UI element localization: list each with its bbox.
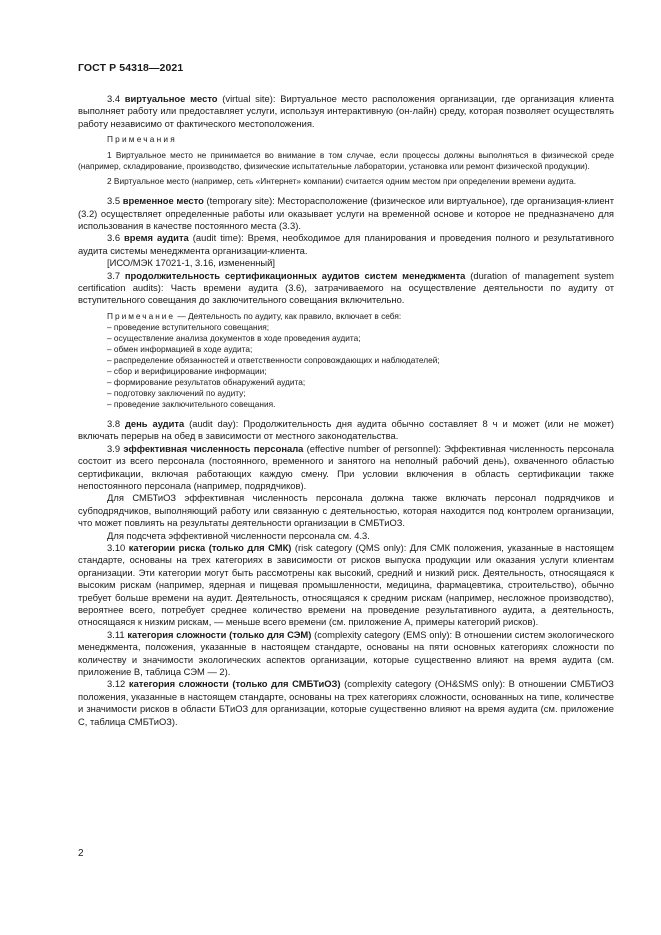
term-number: 3.6 — [107, 232, 125, 244]
page-number: 2 — [78, 848, 84, 859]
term-number: 3.4 — [107, 93, 125, 104]
term-number: 3.7 — [107, 269, 125, 281]
note-label: Примечание — [107, 310, 176, 321]
term-number: 3.5 — [107, 195, 123, 207]
section-3-4 — [78, 93, 614, 130]
term: день аудита — [124, 417, 185, 429]
term-number: 3.12 — [107, 678, 129, 690]
term-definition: (audit time): Время, необходимое для планирования и проведения полного и результативного аудита системы менеджмента организации-клиента. — [78, 232, 614, 256]
term: категории риска (только для СМК) — [128, 541, 292, 553]
list-item: – распределение обязанностей и ответственности сопровождающих и наблюдателей; — [107, 355, 614, 366]
list-item: – обмен информацией в ходе аудита; — [107, 344, 614, 355]
term-definition: (complexity category (EMS only): В отношении систем экологического менеджмента, положения, указанные в настоящем стандарте, основаны на пяти основных категориях сложности по количеству и значимости экологических аспектов организации, которые существенно влияют на время аудита (см. приложение В, таблица СЭМ — 2). — [78, 628, 615, 677]
term: временное место — [122, 195, 204, 207]
audit-activities-list — [78, 322, 614, 410]
section-3-12 — [78, 678, 614, 728]
list-item: – осуществление анализа документов в ходе проведения аудита; — [107, 333, 614, 344]
note-2: 2 Виртуальное место (например, сеть «Интернет» компании) считается одним местом при определении времени аудита. — [107, 176, 577, 187]
term: время аудита — [124, 232, 189, 244]
section-3-7 — [78, 270, 614, 307]
term-number: 3.10 — [107, 541, 129, 553]
term-definition: (complexity category (OH&SMS only): В отношении СМБТиОЗ положения, указанные в настоящем стандарте, основаны на трех категориях сложности, основанных на типе, количестве и значимости рисков в области БТиОЗ для организации, которые существенно влияют на время аудита (см. приложение С, таблица СМБТиОЗ). — [78, 678, 614, 727]
list-item: – подготовку заключений по аудиту; — [107, 388, 614, 399]
term: продолжительность сертификационных аудитов систем менеджмента — [124, 269, 466, 281]
term-definition: (effective number of personnel): Эффективная численность персонала состоит из всего персонала (постоянного, временного и занятого на неполный рабочий день), охваченного областью сертификации, включая работающих каждую смену. При условии включения в область сертификации также непостоянного персонала (например, подрядчиков). — [78, 442, 615, 491]
term: эффективная численность персонала — [123, 442, 304, 454]
document-body — [78, 93, 614, 728]
section-3-6 — [78, 232, 614, 257]
term-definition: (virtual site): Виртуальное место расположения организации, где организация клиента выполняет работу или предоставляет услуги, используя интерактивную (он-лайн) среду, которая позволяет осуществлять работу независимо от фактического местоположения. — [78, 93, 615, 129]
source-reference: [ИСО/МЭК 17021-1, 3.16, измененный] — [107, 257, 276, 269]
term-number: 3.11 — [107, 628, 128, 640]
term-definition: (risk category (QMS only): Для СМК положения, указанные в настоящем стандарте, основаны на трех категориях в зависимости от рисков выпуска продукции или оказания услуги клиентам организации. Эти категории могут быть рассмотрены как высокий, средний и низкий риск. Деятельность, относящаяся к высоким рискам (например, ядерная и пищевая промышленности, медицина, фармацевтика, строительство), обычно требует больше времени на аудит. Деятельность, относящаяся к средним рискам (например, несложное производство), вероятнее всего, потребует среднее количество времени на проведение результативного аудита, а деятельность, относящаяся к низким рискам, — меньше всего времени (см. приложение А, примеры категорий рисков). — [78, 541, 614, 628]
document-header: ГОСТ Р 54318—2021 — [78, 62, 184, 74]
term: категория сложности (только для СМБТиОЗ) — [128, 678, 341, 690]
list-item: – проведение вступительного совещания; — [107, 322, 614, 333]
term-number: 3.8 — [107, 417, 125, 429]
list-item: – формирование результатов обнаружений аудита; — [107, 377, 614, 388]
note-lead — [107, 311, 614, 322]
term: виртуальное место — [124, 93, 218, 104]
note-lead-text: — Деятельность по аудиту, как правило, включает в себя: — [175, 310, 402, 321]
section-3-8 — [78, 418, 614, 443]
section-3-9-paragraph-3: Для подсчета эффективной численности персонала см. 4.3. — [107, 529, 370, 541]
section-3-9 — [78, 443, 614, 493]
term-definition: (duration of management system certification audits): Часть времени аудита (3.6), затрачиваемого на осуществление деятельности по аудиту от вступительного совещания до заключительного совещания включительно. — [78, 269, 614, 306]
list-item: – проведение заключительного совещания. — [107, 399, 614, 410]
term-definition: (temporary site): Месторасположение (физическое или виртуальное), где организация-клиент (3.2) осуществляет определенные работы или оказывает услуги на временной основе и которое не предназначено для использования в качестве постоянного места (3.3). — [78, 195, 615, 232]
notes-title: Примечания — [107, 134, 177, 145]
list-item: – сбор и верифицирование информации; — [107, 366, 614, 377]
section-3-5 — [78, 195, 614, 232]
term-definition: (audit day): Продолжительность дня аудита обычно составляет 8 ч и может (или не может) включать перерыв на обед в зависимости от местного законодательства. — [78, 417, 614, 442]
note-1: 1 Виртуальное место не принимается во внимание в том случае, если процессы должны выполняться в физической среде (например, складирование, производство, физические испытательные лаборатории, установка или ремонт физической продукции). — [78, 150, 614, 172]
section-3-11 — [78, 629, 614, 679]
section-3-9-paragraph-2: Для СМБТиОЗ эффективная численность персонала должна также включать персонал подрядчиков и субподрядчиков, выполняющий работу или связанную с деятельностью, которая находится под контролем организации, что может повлиять на результаты деятельности организации в СМБТиОЗ. — [78, 492, 614, 529]
term: категория сложности (только для СЭМ) — [127, 628, 312, 640]
term-number: 3.9 — [107, 442, 124, 454]
section-3-10 — [78, 542, 614, 629]
